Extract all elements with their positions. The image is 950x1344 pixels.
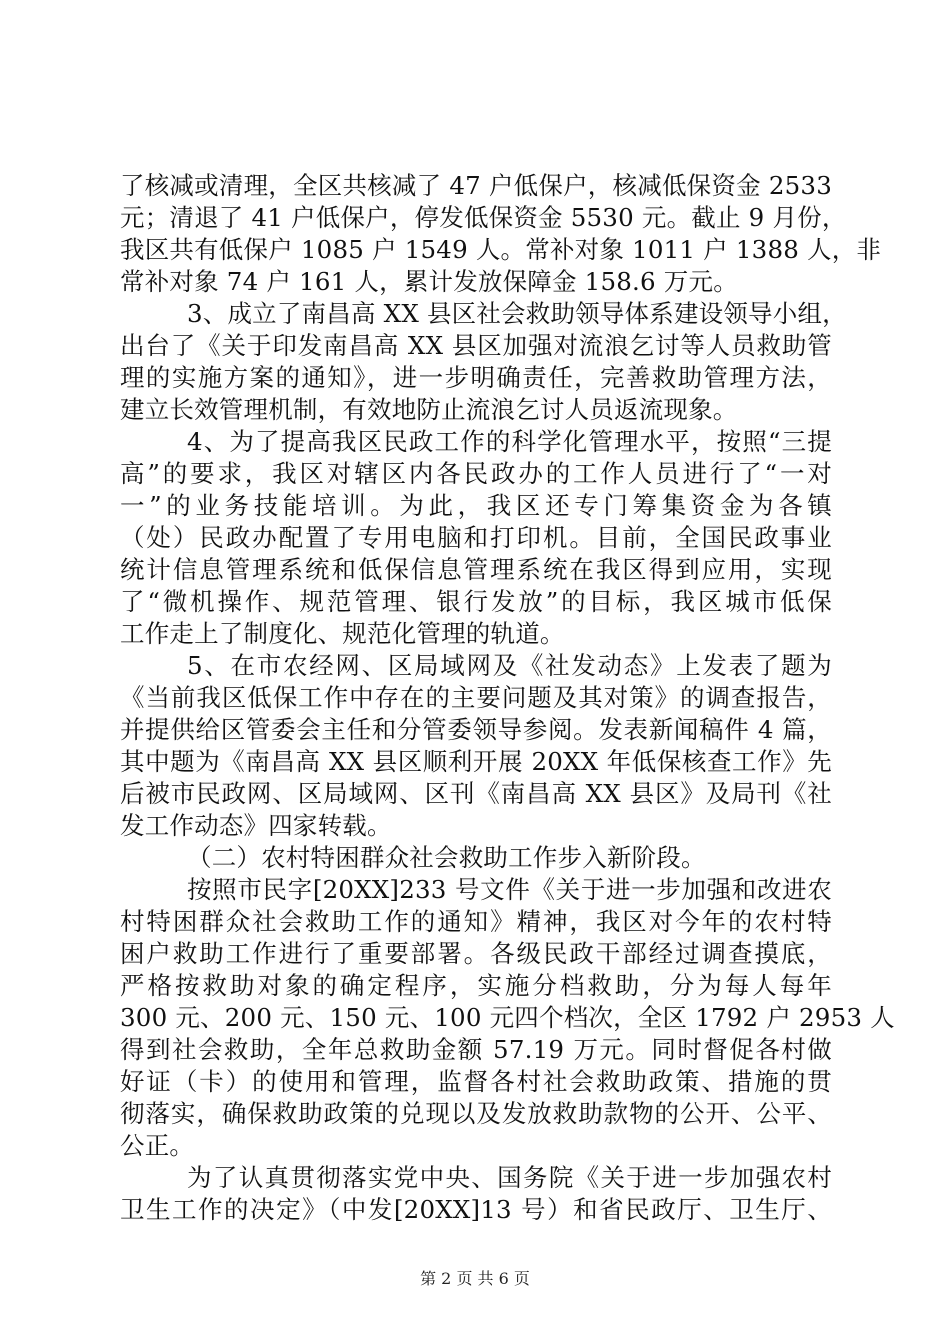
text-line: 彻落实，确保救助政策的兑现以及发放救助款物的公开、公平、 <box>120 1099 832 1128</box>
text-line: 常补对象 74 户 161 人，累计发放保障金 158.6 万元。 <box>120 267 738 296</box>
text-line: 理的实施方案的通知》，进一步明确责任，完善救助管理方法， <box>120 363 832 392</box>
text-line: 建立长效管理机制，有效地防止流浪乞讨人员返流现象。 <box>120 395 738 424</box>
document-body <box>120 170 895 1226</box>
text-line: 公正。 <box>120 1131 195 1160</box>
text-line: 好证（卡）的使用和管理，监督各村社会救助政策、措施的贯 <box>120 1067 832 1096</box>
text-line: 一”的业务技能培训。为此，我区还专门筹集资金为各镇 <box>120 491 832 520</box>
text-line: （处）民政办配置了专用电脑和打印机。目前，全国民政事业 <box>120 523 832 552</box>
text-line: （二）农村特困群众社会救助工作步入新阶段。 <box>187 843 706 872</box>
text-line: 得到社会救助，全年总救助金额 57.19 万元。同时督促各村做 <box>120 1035 832 1064</box>
text-line: 了“微机操作、规范管理、银行发放”的目标，我区城市低保 <box>120 587 832 616</box>
text-line: 出台了《关于印发南昌高 XX 县区加强对流浪乞讨等人员救助管 <box>120 331 832 360</box>
text-line: 村特困群众社会救助工作的通知》精神，我区对今年的农村特 <box>120 907 832 936</box>
text-line: 统计信息管理系统和低保信息管理系统在我区得到应用，实现 <box>120 555 832 584</box>
text-line: 了核减或清理，全区共核减了 47 户低保户，核减低保资金 2533 <box>120 171 832 200</box>
text-line: 后被市民政网、区局域网、区刊《南昌高 XX 县区》及局刊《社 <box>120 779 832 808</box>
text-line: 4、为了提高我区民政工作的科学化管理水平，按照“三提 <box>187 427 832 456</box>
text-line: 元；清退了 41 户低保户，停发低保资金 5530 元。截止 9 月份， <box>120 203 847 232</box>
text-line: 按照市民字[20XX]233 号文件《关于进一步加强和改进农 <box>187 875 832 904</box>
text-line: 《当前我区低保工作中存在的主要问题及其对策》的调查报告， <box>120 683 832 712</box>
text-line: 高”的要求，我区对辖区内各民政办的工作人员进行了“一对 <box>120 459 832 488</box>
text-line: 卫生工作的决定》（中发[20XX]13 号）和省民政厅、卫生厅、 <box>120 1195 832 1224</box>
text-line: 我区共有低保户 1085 户 1549 人。常补对象 1011 户 1388 人，非 <box>120 235 882 264</box>
text-line: 严格按救助对象的确定程序，实施分档救助，分为每人每年 <box>120 971 832 1000</box>
text-line: 工作走上了制度化、规范化管理的轨道。 <box>120 619 565 648</box>
text-line: 发工作动态》四家转载。 <box>120 811 392 840</box>
text-line: 300 元、200 元、150 元、100 元四个档次，全区 1792 户 2953 人 <box>120 1003 895 1032</box>
text-line: 5、在市农经网、区局域网及《社发动态》上发表了题为 <box>187 651 832 680</box>
text-line: 并提供给区管委会主任和分管委领导参阅。发表新闻稿件 4 篇， <box>120 715 832 744</box>
text-line: 为了认真贯彻落实党中央、国务院《关于进一步加强农村 <box>187 1163 832 1192</box>
text-line: 其中题为《南昌高 XX 县区顺利开展 20XX 年低保核查工作》先 <box>120 747 832 776</box>
page-footer: 第 2 页 共 6 页 <box>420 1269 530 1288</box>
text-line: 3、成立了南昌高 XX 县区社会救助领导体系建设领导小组， <box>187 299 847 328</box>
text-line: 困户救助工作进行了重要部署。各级民政干部经过调查摸底， <box>120 939 832 968</box>
